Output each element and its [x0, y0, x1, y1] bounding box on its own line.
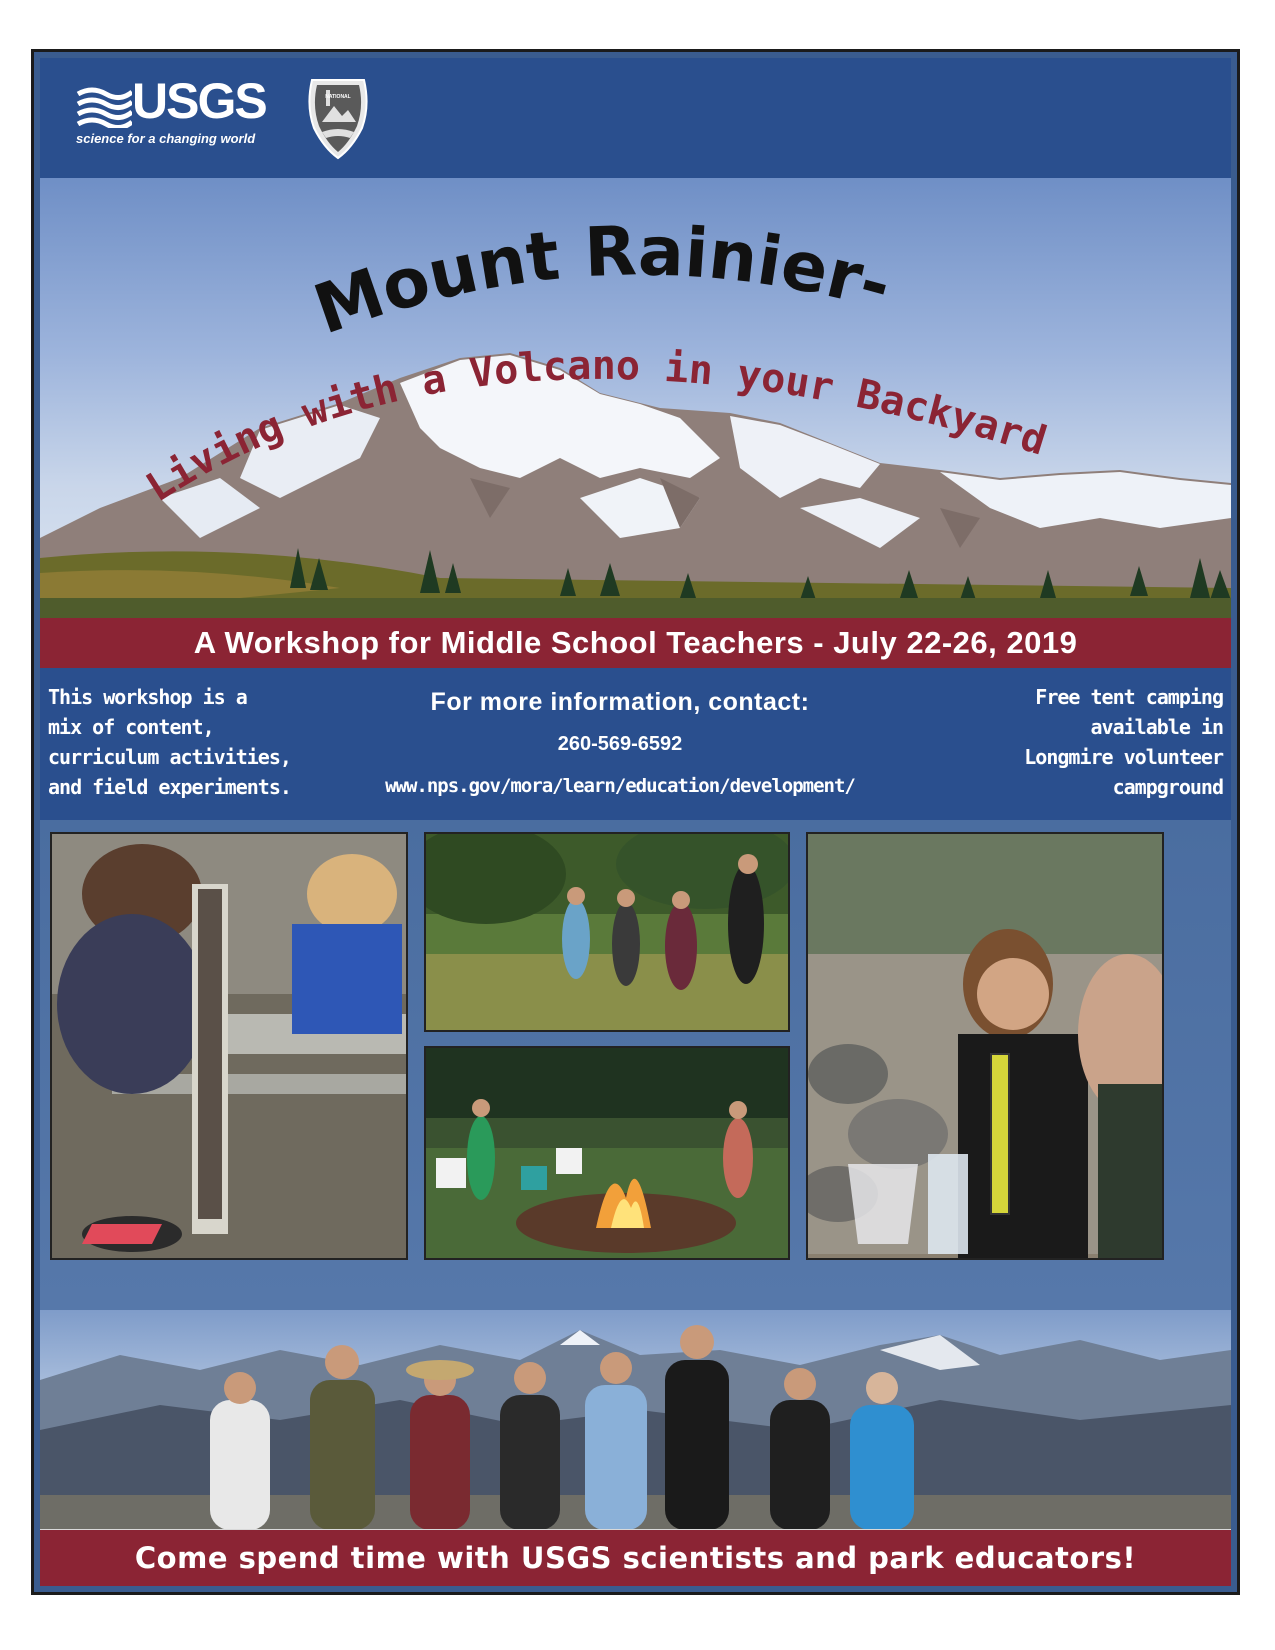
- contact-phone[interactable]: 260-569-6592: [557, 733, 683, 755]
- camping-line: available in: [1090, 715, 1223, 739]
- photo-meadow-activity: [424, 832, 790, 1032]
- nps-arrowhead-icon: [304, 76, 372, 160]
- description-line: and field experiments.: [48, 775, 291, 799]
- contact-block: [340, 682, 900, 806]
- camping-line: campground: [1112, 775, 1223, 799]
- contact-heading: For more information, contact:: [430, 688, 810, 716]
- photo-campfire: [424, 1046, 790, 1260]
- photo-sediment-core: [50, 832, 408, 1260]
- usgs-logo: [76, 73, 266, 150]
- footer-banner: Come spend time with USGS scientists and park educators!: [40, 1530, 1231, 1586]
- usgs-wave-icon: [76, 84, 132, 128]
- camping-line: Longmire volunteer: [1024, 745, 1223, 769]
- contact-url[interactable]: www.nps.gov/mora/learn/education/development/: [385, 775, 855, 797]
- usgs-logo-text: USGS: [132, 73, 266, 129]
- info-section: [40, 668, 1231, 820]
- description-line: This workshop is a: [48, 685, 247, 709]
- photo-group-mountains: [40, 1310, 1231, 1530]
- camping-note: [973, 682, 1223, 802]
- photo-field-experiment: [806, 832, 1164, 1260]
- header-bar: [40, 58, 1231, 178]
- description-line: curriculum activities,: [48, 745, 291, 769]
- flyer: [31, 49, 1240, 1595]
- usgs-tagline: science for a changing world: [76, 131, 256, 146]
- workshop-description: [48, 682, 308, 802]
- svg-text:NATIONAL: NATIONAL: [325, 94, 351, 100]
- photo-collage: [40, 820, 1231, 1310]
- title-main: Mount Rainier-: [304, 212, 900, 351]
- description-line: mix of content,: [48, 715, 214, 739]
- hero-mountain-photo: [40, 178, 1231, 618]
- title-graphic: [40, 178, 1231, 618]
- camping-line: Free tent camping: [1035, 685, 1223, 709]
- date-banner: A Workshop for Middle School Teachers - July 22-26, 2019: [40, 618, 1231, 668]
- title-subtitle: Living with a Volcano in your Backyard: [138, 342, 1052, 512]
